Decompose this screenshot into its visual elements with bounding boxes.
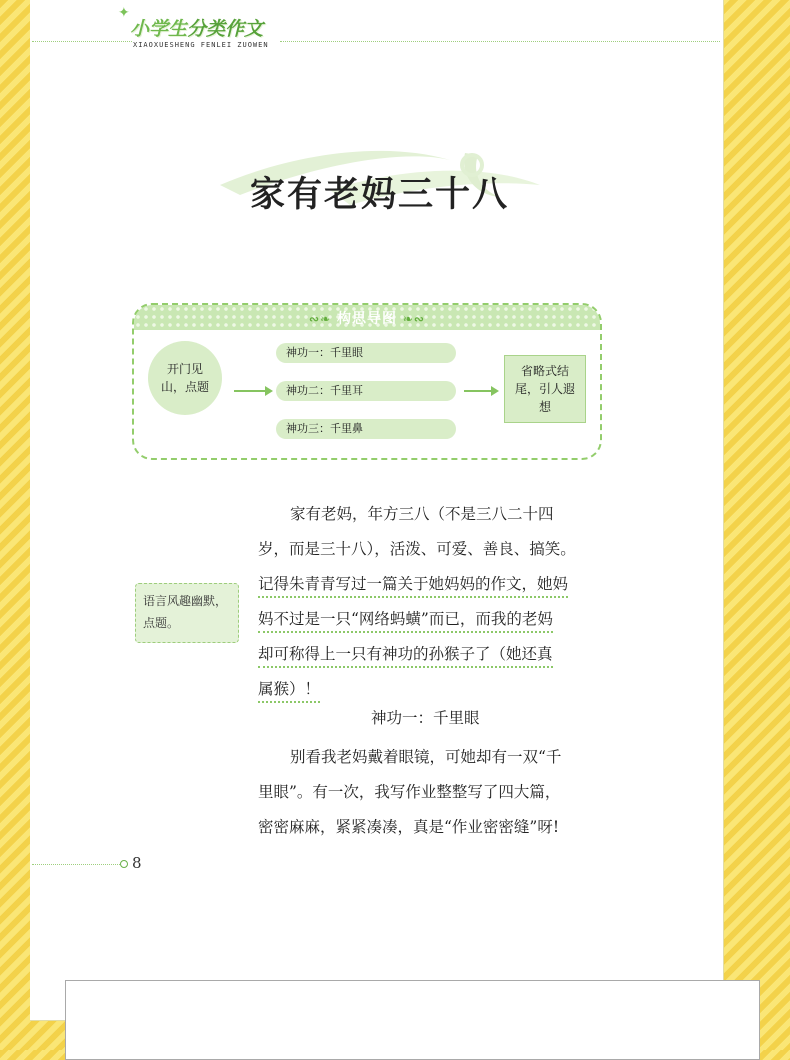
page-number-rule	[32, 864, 122, 865]
branch-node-2: 神功二：千里耳	[276, 381, 456, 401]
arrow-icon	[464, 390, 492, 392]
paragraph-line: 别看我老妈戴着眼镜，可她却有一双“千	[290, 748, 562, 766]
paragraph-line: 岁，而是三十八），活泼、可爱、善良、搞笑。	[258, 540, 576, 558]
branch-node-3: 神功三：千里鼻	[276, 419, 456, 439]
underlined-text: 却可称得上一只有神功的孙猴子了（她还真	[258, 645, 553, 668]
next-page-edge	[65, 980, 760, 1060]
ornament-right-icon: ❧∾	[402, 312, 425, 326]
branch-node-1: 神功一：千里眼	[276, 343, 456, 363]
paragraph-2	[258, 740, 561, 845]
series-title-part1: 小学生	[130, 18, 188, 40]
paragraph-1	[258, 497, 576, 707]
end-node	[504, 355, 586, 423]
series-pinyin: XIAOXUESHENG FENLEI ZUOWEN	[133, 41, 269, 49]
section-subheading: 神功一：千里眼	[371, 709, 480, 727]
concept-map-heading-text: 构思导图	[337, 311, 397, 327]
end-node-label: 省略式结尾，引人遐想	[514, 364, 575, 414]
paragraph-line: 家有老妈，年方三八（不是三八二十四	[290, 505, 554, 523]
arrow-icon	[234, 390, 266, 392]
underlined-text: 记得朱青青写过一篇关于她妈妈的作文，她妈	[258, 575, 568, 598]
paragraph-line	[258, 672, 576, 707]
star-icon: ✦	[118, 5, 130, 21]
ornament-left-icon: ∾❧	[309, 312, 332, 326]
header-rule-left	[32, 41, 132, 42]
start-node	[148, 341, 222, 415]
paragraph-line: 密密麻麻，紧紧凑凑，真是“作业密密缝”呀!	[258, 818, 560, 836]
paragraph-line: 里眼”。有一次，我写作业整整写了四大篇，	[258, 783, 561, 801]
margin-note: 语言风趣幽默，点题。	[135, 583, 239, 643]
page-number-dot	[120, 860, 128, 868]
article-title: 家有老妈三十八	[250, 175, 510, 215]
book-page	[30, 0, 724, 1021]
concept-map	[132, 303, 602, 460]
series-title-part2: 分类作文	[187, 18, 264, 40]
paragraph-line	[258, 637, 576, 672]
underlined-text: 属猴）！	[258, 680, 320, 703]
paragraph-line	[258, 602, 576, 637]
page-number: 8	[132, 854, 142, 872]
paragraph-line	[258, 567, 576, 602]
concept-map-heading	[134, 308, 600, 328]
header-rule-right	[280, 41, 720, 42]
start-node-label: 开门见山，点题	[160, 362, 209, 394]
underlined-text: 妈不过是一只“网络蚂蟥”而已，而我的老妈	[258, 610, 553, 633]
series-title	[130, 14, 263, 41]
